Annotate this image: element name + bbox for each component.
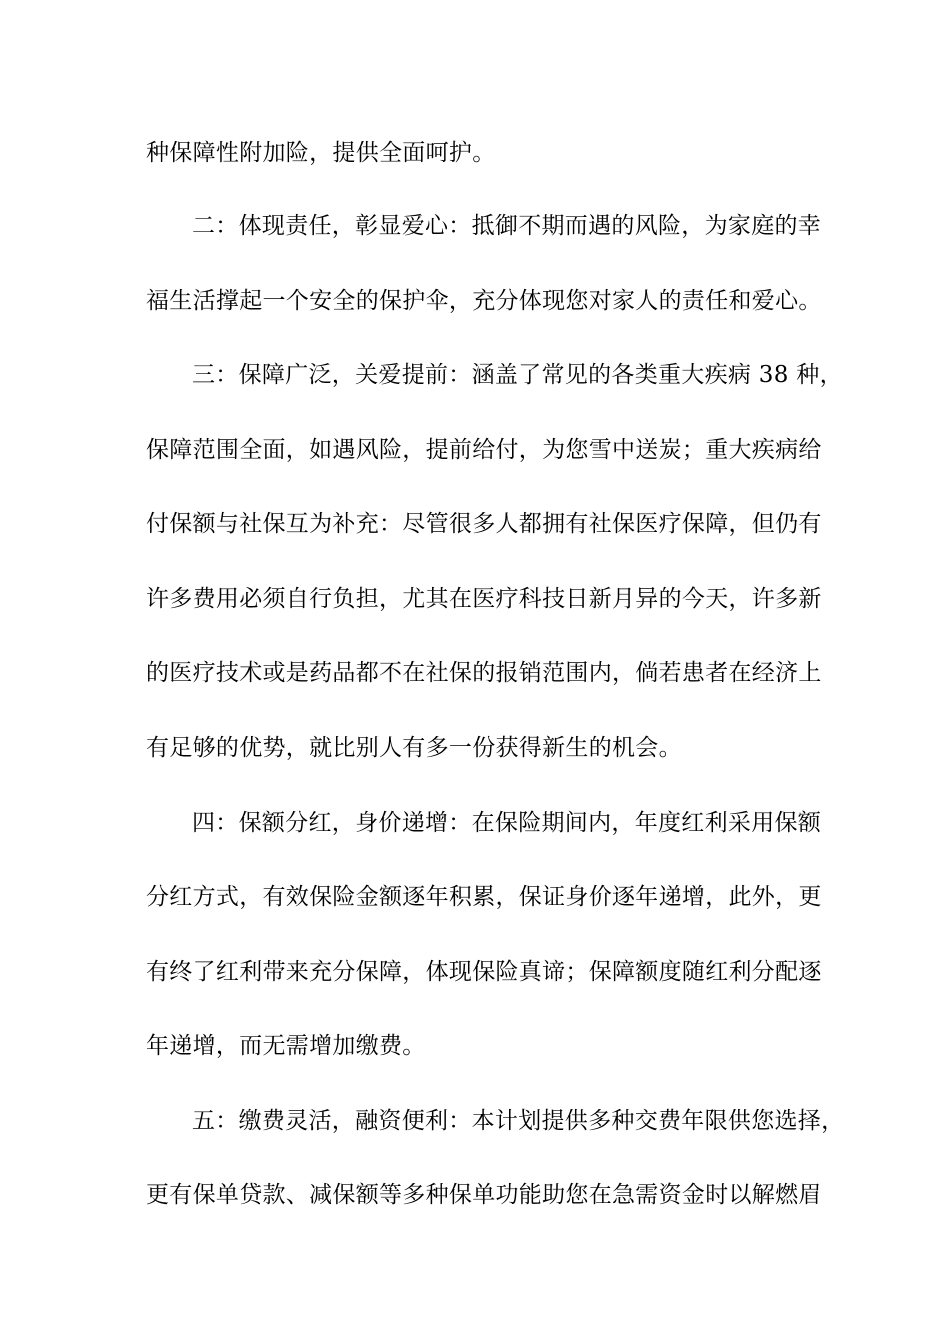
paragraph-heading-line: 四：保额分红，身价递增：在保险期间内，年度红利采用保额: [192, 810, 822, 836]
text-line: 福生活撑起一个安全的保护伞，充分体现您对家人的责任和爱心。: [146, 288, 822, 314]
paragraph-heading-line: 二：体现责任，彰显爱心：抵御不期而遇的风险，为家庭的幸: [192, 213, 822, 239]
text-line: 种保障性附加险，提供全面呵护。: [146, 140, 496, 166]
text-line: 年递增，而无需增加缴费。: [146, 1033, 426, 1059]
text-line: 有终了红利带来充分保障，体现保险真谛；保障额度随红利分配逐: [146, 959, 822, 985]
paragraph-heading-line: 五：缴费灵活，融资便利：本计划提供多种交费年限供您选择，: [192, 1108, 845, 1134]
text-line: 许多费用必须自行负担，尤其在医疗科技日新月异的今天，许多新: [146, 586, 822, 612]
paragraph-heading-line: 三：保障广泛，关爱提前：涵盖了常见的各类重大疾病 38 种，: [192, 362, 843, 388]
text-line: 有足够的优势，就比别人有多一份获得新生的机会。: [146, 735, 682, 761]
text-line: 更有保单贷款、减保额等多种保单功能助您在急需资金时以解燃眉: [146, 1182, 822, 1208]
text-line: 分红方式，有效保险金额逐年积累，保证身价逐年递增，此外，更: [146, 884, 822, 910]
text-line: 的医疗技术或是药品都不在社保的报销范围内，倘若患者在经济上: [146, 660, 822, 686]
text-line: 保障范围全面，如遇风险，提前给付，为您雪中送炭；重大疾病给: [146, 437, 822, 463]
text-line: 付保额与社保互为补充：尽管很多人都拥有社保医疗保障，但仍有: [146, 511, 822, 537]
